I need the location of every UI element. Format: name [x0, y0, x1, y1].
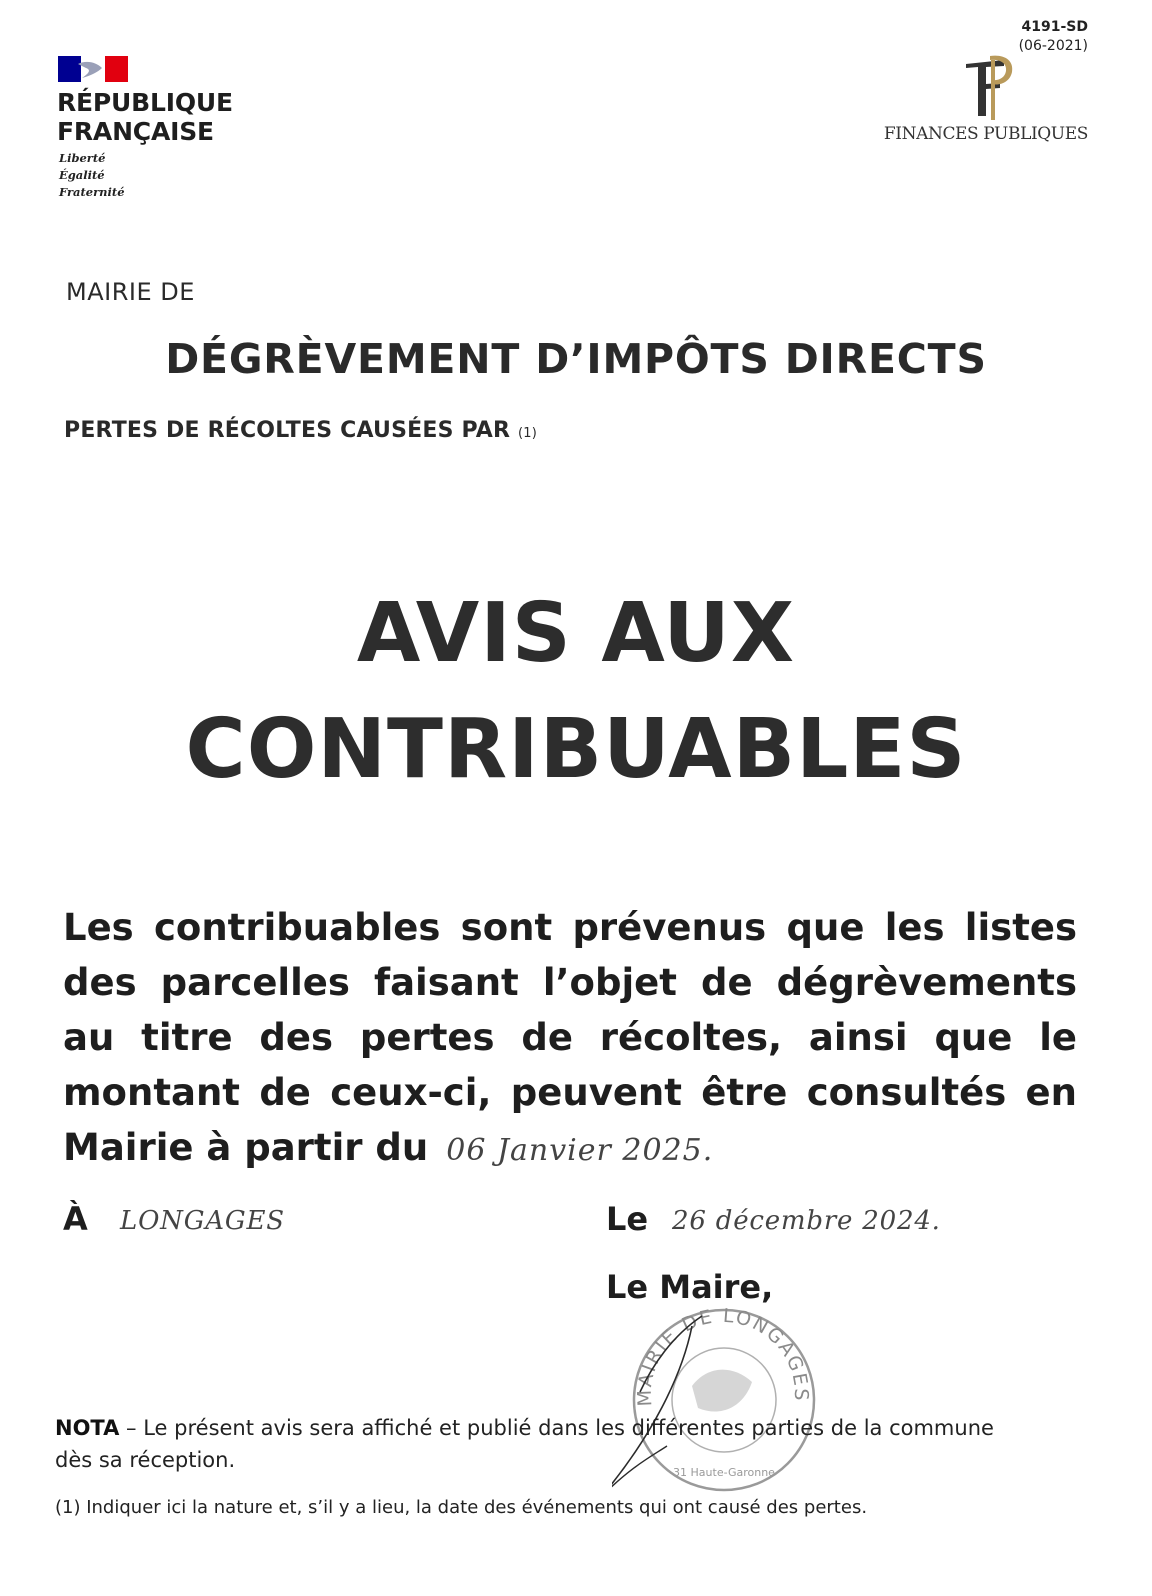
notice-body-text: Les contribuables sont prévenus que les listes des parcelles faisant l’objet de dégrèvements au titre des pertes de récoltes, ainsi que le montant de ceux-ci, peuvent être consultés en Mairie à partir du — [63, 906, 1077, 1169]
avis-title-line2: CONTRIBUABLES — [185, 702, 967, 797]
motto-fraternite: Fraternité — [59, 185, 125, 199]
stamp-text: MAIRIE DE LONGAGES — [633, 1304, 813, 1407]
handwritten-consultation-date: 06 Janvier 2025. — [446, 1133, 714, 1168]
finances-publiques-logo-icon — [960, 50, 1020, 122]
finances-publiques-label: FINANCES PUBLIQUES — [883, 124, 1088, 144]
nota-label: NOTA — [55, 1416, 120, 1440]
rf-title-line2: FRANÇAISE — [57, 117, 214, 146]
form-reference — [1019, 18, 1088, 56]
republique-motto — [59, 150, 125, 201]
avis-title — [0, 576, 1152, 808]
rf-title-line1: RÉPUBLIQUE — [57, 88, 233, 117]
republique-francaise-title — [57, 88, 233, 146]
date-label: Le — [606, 1200, 649, 1238]
marianne-flag-logo — [58, 56, 128, 82]
motto-egalite: Égalité — [59, 168, 105, 182]
form-code: 4191-SD — [1021, 19, 1088, 35]
place-label: À — [63, 1200, 88, 1238]
footnote: (1) Indiquer ici la nature et, s’il y a lieu, la date des événements qui ont causé des pertes. — [55, 1497, 868, 1518]
main-title: DÉGRÈVEMENT D’IMPÔTS DIRECTS — [165, 335, 987, 383]
motto-liberte: Liberté — [59, 151, 106, 165]
subtitle — [64, 418, 537, 443]
stamp-subtext: 31 Haute-Garonne — [673, 1466, 775, 1479]
handwritten-place: LONGAGES — [120, 1206, 285, 1236]
subtitle-note-ref: (1) — [518, 426, 538, 441]
mairie-label: MAIRIE DE — [66, 278, 195, 306]
nota-paragraph — [55, 1412, 1035, 1476]
subtitle-text: PERTES DE RÉCOLTES CAUSÉES PAR — [64, 418, 511, 443]
notice-body — [63, 900, 1077, 1178]
form-version: (06-2021) — [1018, 38, 1088, 54]
handwritten-date: 26 décembre 2024. — [672, 1206, 941, 1236]
nota-text: – Le présent avis sera affiché et publié dans les différentes parties de la commune dès sa réception. — [55, 1416, 994, 1472]
avis-title-line1: AVIS AUX — [356, 586, 796, 681]
signatory-label: Le Maire, — [606, 1268, 774, 1306]
